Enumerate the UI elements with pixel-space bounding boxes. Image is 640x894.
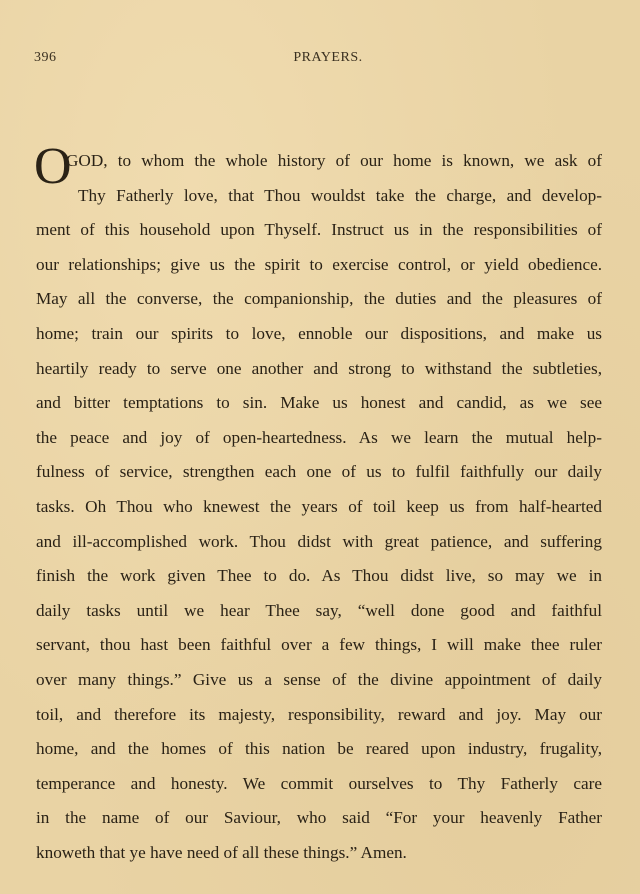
text-line: toil, and therefore its majesty, responsibility, reward and joy. May our	[36, 704, 602, 724]
text-line: Thy Fatherly love, that Thou wouldst take the charge, and develop-	[78, 185, 602, 205]
drop-cap: O	[34, 138, 72, 195]
text-line: fulness of service, strengthen each one of us to fulfil faithfully our daily	[36, 462, 602, 482]
text-line: tasks. Oh Thou who knewest the years of toil keep us from half-hearted	[36, 496, 602, 516]
running-head	[34, 50, 606, 70]
text-line: daily tasks until we hear Thee say, “well done good and faithful	[36, 600, 602, 620]
prayer-text	[34, 138, 602, 870]
text-line: May all the converse, the companionship, the duties and the pleasures of	[36, 289, 602, 309]
text-line: ment of this household upon Thyself. Instruct us in the responsibilities of	[36, 220, 602, 240]
page-number: 396	[34, 50, 57, 65]
chapter-title: PRAYERS.	[293, 50, 363, 65]
text-line: knoweth that ye have need of all these things.” Amen.	[36, 842, 407, 862]
text-line: in the name of our Saviour, who said “For your heavenly Father	[36, 808, 602, 828]
text-line: finish the work given Thee to do. As Thou didst live, so may we in	[36, 566, 602, 586]
text-line: our relationships; give us the spirit to exercise control, or yield obedience.	[36, 254, 602, 274]
text-line: home; train our spirits to love, ennoble our dispositions, and make us	[36, 323, 602, 343]
text-line-content: GOD, to whom the whole history of our home is known, we ask of	[66, 151, 602, 170]
text-line: temperance and honesty. We commit ourselves to Thy Fatherly care	[36, 773, 602, 793]
text-line: home, and the homes of this nation be reared upon industry, frugality,	[36, 739, 602, 759]
text-line: the peace and joy of open-heartedness. As we learn the mutual help-	[36, 427, 602, 447]
text-line: heartily ready to serve one another and strong to withstand the subtleties,	[36, 358, 602, 378]
text-line: and ill-accomplished work. Thou didst with great patience, and suffering	[36, 531, 602, 551]
text-line: over many things.” Give us a sense of the divine appointment of daily	[36, 669, 602, 689]
text-line: and bitter temptations to sin. Make us honest and candid, as we see	[36, 393, 602, 413]
text-line: servant, thou hast been faithful over a few things, I will make thee ruler	[36, 635, 602, 655]
